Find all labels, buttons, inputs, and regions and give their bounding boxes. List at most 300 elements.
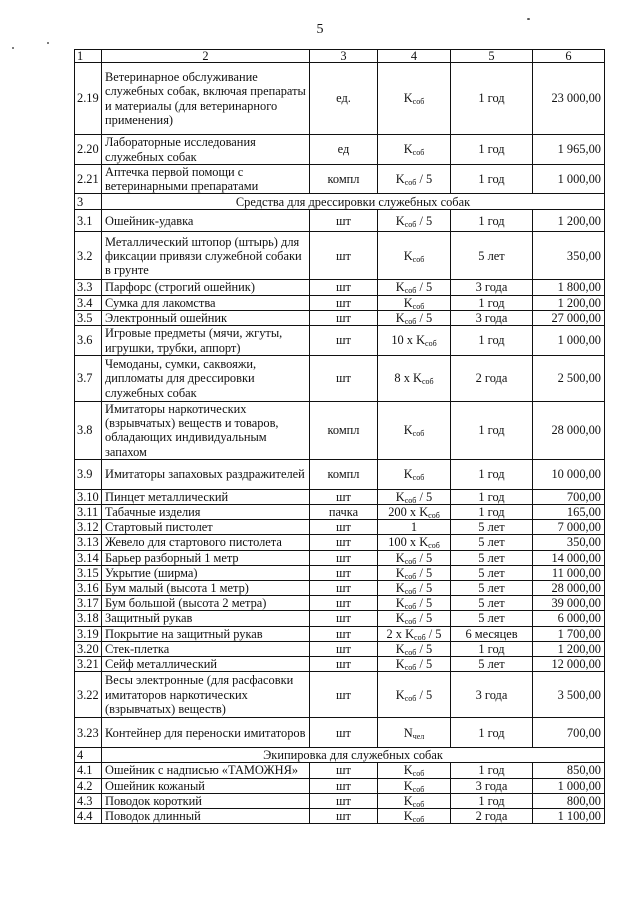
row-number: 3.19 xyxy=(75,626,102,641)
quantity-cell xyxy=(378,718,451,748)
price-cell: 1 200,00 xyxy=(533,295,605,310)
service-life-cell: 1 год xyxy=(451,210,533,232)
service-life-cell: 1 год xyxy=(451,295,533,310)
item-name: Имитаторы наркотических (взрывчатых) веществ и товаров, обладающих индивидуальным запахом xyxy=(102,402,310,460)
quantity-subscript: соб xyxy=(414,632,426,642)
row-number: 4.4 xyxy=(75,809,102,824)
quantity-cell xyxy=(378,581,451,596)
price-cell: 1 000,00 xyxy=(533,326,605,356)
quantity-cell xyxy=(378,489,451,504)
quantity-text: 200 x K xyxy=(388,505,429,520)
quantity-subscript: чел xyxy=(412,731,425,741)
service-life-cell: 5 лет xyxy=(451,611,533,626)
item-name: Поводок длинный xyxy=(102,809,310,824)
quantity-divisor: / 5 xyxy=(416,172,433,187)
item-name: Стартовый пистолет xyxy=(102,520,310,535)
norms-table xyxy=(74,49,605,824)
quantity-subscript: соб xyxy=(404,556,417,566)
row-number: 3.14 xyxy=(75,550,102,565)
quantity-text: K xyxy=(395,489,405,504)
quantity-subscript: соб xyxy=(421,377,434,387)
row-number: 4.3 xyxy=(75,793,102,808)
service-life-cell: 1 год xyxy=(451,641,533,656)
service-life-cell: 1 год xyxy=(451,326,533,356)
quantity-text: K xyxy=(403,778,413,793)
table-row xyxy=(75,210,605,232)
quantity-subscript: соб xyxy=(404,571,417,581)
section-title: Средства для дрессировки служебных собак xyxy=(102,194,605,210)
quantity-subscript: соб xyxy=(425,339,437,349)
row-number: 3.16 xyxy=(75,581,102,596)
section-number: 4 xyxy=(75,748,102,763)
quantity-subscript: соб xyxy=(428,511,440,520)
unit-cell: пачка xyxy=(310,505,378,520)
service-life-cell: 3 года xyxy=(451,672,533,718)
service-life-cell: 1 год xyxy=(451,793,533,808)
item-name: Парфорс (строгий ошейник) xyxy=(102,280,310,295)
service-life-cell: 5 лет xyxy=(451,596,533,611)
item-name: Сумка для лакомства xyxy=(102,295,310,310)
row-number: 4.2 xyxy=(75,778,102,793)
table-row xyxy=(75,165,605,194)
price-cell: 6 000,00 xyxy=(533,611,605,626)
quantity-text: K xyxy=(395,596,405,611)
item-name: Имитаторы запаховых раздражителей xyxy=(102,459,310,489)
quantity-divisor: / 5 xyxy=(416,550,433,565)
unit-cell: шт xyxy=(310,626,378,641)
quantity-cell xyxy=(378,809,451,824)
table-row xyxy=(75,581,605,596)
header-row xyxy=(75,50,605,63)
unit-cell: шт xyxy=(310,672,378,718)
quantity-text: 8 x K xyxy=(394,371,422,386)
quantity-subscript: соб xyxy=(412,429,425,439)
quantity-divisor: / 5 xyxy=(416,565,433,580)
quantity-cell xyxy=(378,565,451,580)
item-name: Металлический штопор (штырь) для фиксации привязи служебной собаки в грунте xyxy=(102,232,310,280)
quantity-cell xyxy=(378,641,451,656)
row-number: 3.20 xyxy=(75,641,102,656)
price-cell: 1 100,00 xyxy=(533,809,605,824)
table-row xyxy=(75,626,605,641)
quantity-cell xyxy=(378,295,451,310)
row-number: 3.22 xyxy=(75,672,102,718)
unit-cell: шт xyxy=(310,356,378,402)
table-row xyxy=(75,326,605,356)
quantity-subscript: соб xyxy=(404,617,417,627)
service-life-cell: 3 года xyxy=(451,310,533,325)
unit-cell: шт xyxy=(310,535,378,550)
quantity-text: 100 x K xyxy=(388,535,429,550)
quantity-divisor: / 5 xyxy=(416,611,433,626)
quantity-subscript: соб xyxy=(412,769,425,779)
scan-speck xyxy=(12,47,14,49)
table-row xyxy=(75,535,605,550)
service-life-cell: 1 год xyxy=(451,718,533,748)
quantity-cell xyxy=(378,402,451,460)
quantity-cell xyxy=(378,763,451,778)
unit-cell: шт xyxy=(310,565,378,580)
table-row xyxy=(75,459,605,489)
unit-cell: шт xyxy=(310,763,378,778)
quantity-subscript: соб xyxy=(404,693,417,703)
price-cell: 14 000,00 xyxy=(533,550,605,565)
quantity-cell xyxy=(378,672,451,718)
header-cell: 6 xyxy=(533,50,605,63)
header-cell: 4 xyxy=(378,50,451,63)
quantity-cell xyxy=(378,210,451,232)
quantity-text: K xyxy=(403,91,413,106)
table-row xyxy=(75,505,605,520)
quantity-subscript: соб xyxy=(412,799,425,809)
quantity-text: K xyxy=(395,213,405,228)
scan-speck xyxy=(527,18,530,20)
price-cell: 1 000,00 xyxy=(533,778,605,793)
price-cell: 28 000,00 xyxy=(533,581,605,596)
table-row xyxy=(75,310,605,325)
price-cell: 12 000,00 xyxy=(533,657,605,672)
unit-cell: компл xyxy=(310,402,378,460)
table-row xyxy=(75,672,605,718)
unit-cell: шт xyxy=(310,581,378,596)
quantity-cell xyxy=(378,657,451,672)
price-cell: 7 000,00 xyxy=(533,520,605,535)
service-life-cell: 1 год xyxy=(451,459,533,489)
item-name: Поводок короткий xyxy=(102,793,310,808)
quantity-text: K xyxy=(403,142,413,157)
quantity-text: K xyxy=(403,793,413,808)
section-number: 3 xyxy=(75,194,102,210)
service-life-cell: 1 год xyxy=(451,135,533,165)
unit-cell: шт xyxy=(310,326,378,356)
row-number: 3.7 xyxy=(75,356,102,402)
row-number: 4.1 xyxy=(75,763,102,778)
quantity-cell xyxy=(378,778,451,793)
quantity-text: K xyxy=(403,295,413,310)
item-name: Бум малый (высота 1 метр) xyxy=(102,581,310,596)
unit-cell: компл xyxy=(310,165,378,194)
quantity-text: K xyxy=(403,423,413,438)
row-number: 2.19 xyxy=(75,63,102,135)
price-cell: 27 000,00 xyxy=(533,310,605,325)
quantity-subscript: соб xyxy=(412,254,425,264)
table-row xyxy=(75,611,605,626)
page-number: 5 xyxy=(316,22,324,37)
table-row xyxy=(75,809,605,824)
quantity-cell xyxy=(378,626,451,641)
row-number: 3.18 xyxy=(75,611,102,626)
quantity-cell xyxy=(378,165,451,194)
table-row xyxy=(75,596,605,611)
section-title: Экипировка для служебных собак xyxy=(102,748,605,763)
row-number: 3.1 xyxy=(75,210,102,232)
quantity-text: K xyxy=(403,467,413,482)
quantity-subscript: соб xyxy=(404,602,417,611)
quantity-divisor: / 5 xyxy=(416,213,433,228)
unit-cell: шт xyxy=(310,210,378,232)
quantity-cell xyxy=(378,63,451,135)
quantity-subscript: соб xyxy=(428,541,440,551)
scan-speck xyxy=(47,42,49,44)
item-name: Контейнер для переноски имитаторов xyxy=(102,718,310,748)
table-row xyxy=(75,63,605,135)
service-life-cell: 1 год xyxy=(451,63,533,135)
table-row xyxy=(75,135,605,165)
row-number: 3.2 xyxy=(75,232,102,280)
quantity-cell xyxy=(378,611,451,626)
item-name: Чемоданы, сумки, саквояжи, дипломаты для дрессировки служебных собак xyxy=(102,356,310,402)
service-life-cell: 1 год xyxy=(451,402,533,460)
quantity-text: K xyxy=(395,687,405,702)
unit-cell: шт xyxy=(310,520,378,535)
item-name: Электронный ошейник xyxy=(102,310,310,325)
service-life-cell: 5 лет xyxy=(451,232,533,280)
header-cell: 2 xyxy=(102,50,310,63)
quantity-divisor: / 5 xyxy=(416,489,433,504)
item-name: Табачные изделия xyxy=(102,505,310,520)
price-cell: 700,00 xyxy=(533,718,605,748)
item-name: Покрытие на защитный рукав xyxy=(102,626,310,641)
price-cell: 700,00 xyxy=(533,489,605,504)
price-cell: 1 200,00 xyxy=(533,641,605,656)
quantity-text: K xyxy=(395,280,405,295)
quantity-cell xyxy=(378,326,451,356)
row-number: 2.20 xyxy=(75,135,102,165)
service-life-cell: 1 год xyxy=(451,505,533,520)
row-number: 3.15 xyxy=(75,565,102,580)
quantity-divisor: / 5 xyxy=(416,657,433,672)
quantity-cell xyxy=(378,793,451,808)
price-cell: 1 200,00 xyxy=(533,210,605,232)
quantity-cell xyxy=(378,550,451,565)
row-number: 3.6 xyxy=(75,326,102,356)
row-number: 3.23 xyxy=(75,718,102,748)
service-life-cell: 2 года xyxy=(451,356,533,402)
row-number: 3.3 xyxy=(75,280,102,295)
item-name: Защитный рукав xyxy=(102,611,310,626)
quantity-subscript: соб xyxy=(412,148,425,158)
table-row xyxy=(75,520,605,535)
quantity-cell xyxy=(378,596,451,611)
quantity-cell xyxy=(378,505,451,520)
quantity-text: K xyxy=(403,809,413,824)
unit-cell: шт xyxy=(310,657,378,672)
quantity-divisor: / 5 xyxy=(425,626,442,641)
table-row xyxy=(75,280,605,295)
row-number: 3.5 xyxy=(75,310,102,325)
quantity-cell xyxy=(378,232,451,280)
unit-cell: компл xyxy=(310,459,378,489)
quantity-cell xyxy=(378,135,451,165)
service-life-cell: 5 лет xyxy=(451,520,533,535)
quantity-subscript: соб xyxy=(412,301,425,311)
quantity-text: K xyxy=(395,641,405,656)
service-life-cell: 1 год xyxy=(451,489,533,504)
service-life-cell: 5 лет xyxy=(451,550,533,565)
quantity-text: K xyxy=(395,611,405,626)
quantity-subscript: соб xyxy=(404,495,417,505)
table-row xyxy=(75,793,605,808)
quantity-cell xyxy=(378,356,451,402)
row-number: 3.13 xyxy=(75,535,102,550)
quantity-subscript: соб xyxy=(404,286,417,296)
price-cell: 1 800,00 xyxy=(533,280,605,295)
unit-cell: шт xyxy=(310,232,378,280)
unit-cell: шт xyxy=(310,295,378,310)
quantity-subscript: соб xyxy=(404,587,417,596)
price-cell: 1 700,00 xyxy=(533,626,605,641)
item-name: Лабораторные исследования служебных собак xyxy=(102,135,310,165)
quantity-cell xyxy=(378,520,451,535)
quantity-cell xyxy=(378,280,451,295)
item-name: Сейф металлический xyxy=(102,657,310,672)
unit-cell: шт xyxy=(310,641,378,656)
item-name: Жевело для стартового пистолета xyxy=(102,535,310,550)
price-cell: 850,00 xyxy=(533,763,605,778)
table-row xyxy=(75,550,605,565)
quantity-text: K xyxy=(395,550,405,565)
service-life-cell: 2 года xyxy=(451,809,533,824)
unit-cell: шт xyxy=(310,596,378,611)
header-cell: 1 xyxy=(75,50,102,63)
quantity-text: K xyxy=(403,248,413,263)
quantity-subscript: соб xyxy=(412,815,425,824)
table-row xyxy=(75,657,605,672)
quantity-text: N xyxy=(403,725,413,740)
service-life-cell: 5 лет xyxy=(451,535,533,550)
quantity-text: K xyxy=(395,581,405,596)
quantity-subscript: соб xyxy=(404,178,417,188)
service-life-cell: 5 лет xyxy=(451,657,533,672)
row-number: 3.12 xyxy=(75,520,102,535)
unit-cell: шт xyxy=(310,489,378,504)
quantity-subscript: соб xyxy=(412,97,425,107)
service-life-cell: 3 года xyxy=(451,280,533,295)
item-name: Игровые предметы (мячи, жгуты, игрушки, трубки, аппорт) xyxy=(102,326,310,356)
table-row xyxy=(75,565,605,580)
service-life-cell: 1 год xyxy=(451,763,533,778)
quantity-divisor: / 5 xyxy=(416,687,433,702)
unit-cell: ед xyxy=(310,135,378,165)
item-name: Ветеринарное обслуживание служебных собак, включая препараты и материалы (для ветеринарного применения) xyxy=(102,63,310,135)
quantity-text: K xyxy=(395,657,405,672)
table-row xyxy=(75,232,605,280)
header-cell: 3 xyxy=(310,50,378,63)
table-row xyxy=(75,778,605,793)
row-number: 3.21 xyxy=(75,657,102,672)
service-life-cell: 3 года xyxy=(451,778,533,793)
unit-cell: шт xyxy=(310,778,378,793)
quantity-text: K xyxy=(403,763,413,778)
service-life-cell: 5 лет xyxy=(451,581,533,596)
service-life-cell: 1 год xyxy=(451,165,533,194)
item-name: Бум большой (высота 2 метра) xyxy=(102,596,310,611)
price-cell: 800,00 xyxy=(533,793,605,808)
service-life-cell: 6 месяцев xyxy=(451,626,533,641)
quantity-divisor: / 5 xyxy=(416,596,433,611)
row-number: 3.17 xyxy=(75,596,102,611)
quantity-subscript: соб xyxy=(404,219,417,229)
price-cell: 39 000,00 xyxy=(533,596,605,611)
price-cell: 350,00 xyxy=(533,535,605,550)
quantity-subscript: соб xyxy=(404,663,417,672)
quantity-divisor: / 5 xyxy=(416,280,433,295)
item-name: Укрытие (ширма) xyxy=(102,565,310,580)
item-name: Барьер разборный 1 метр xyxy=(102,550,310,565)
quantity-cell xyxy=(378,459,451,489)
item-name: Ошейник-удавка xyxy=(102,210,310,232)
unit-cell: шт xyxy=(310,280,378,295)
section-row xyxy=(75,748,605,763)
table-row xyxy=(75,641,605,656)
price-cell: 1 965,00 xyxy=(533,135,605,165)
row-number: 3.9 xyxy=(75,459,102,489)
quantity-divisor: / 5 xyxy=(416,581,433,596)
table-row xyxy=(75,489,605,504)
table-row xyxy=(75,402,605,460)
quantity-cell xyxy=(378,535,451,550)
table-row xyxy=(75,718,605,748)
quantity-text: 10 x K xyxy=(391,333,426,348)
quantity-subscript: соб xyxy=(412,784,425,794)
unit-cell: шт xyxy=(310,550,378,565)
row-number: 3.11 xyxy=(75,505,102,520)
price-cell: 28 000,00 xyxy=(533,402,605,460)
quantity-text: K xyxy=(395,310,405,325)
header-cell: 5 xyxy=(451,50,533,63)
section-row xyxy=(75,194,605,210)
price-cell: 165,00 xyxy=(533,505,605,520)
price-cell: 350,00 xyxy=(533,232,605,280)
quantity-subscript: соб xyxy=(404,647,417,657)
quantity-cell xyxy=(378,310,451,325)
item-name: Пинцет металлический xyxy=(102,489,310,504)
quantity-subscript: соб xyxy=(404,316,417,326)
quantity-text: 2 x K xyxy=(386,626,415,641)
price-cell: 1 000,00 xyxy=(533,165,605,194)
table-row xyxy=(75,295,605,310)
table-row xyxy=(75,763,605,778)
item-name: Стек-плетка xyxy=(102,641,310,656)
quantity-subscript: соб xyxy=(412,473,425,483)
price-cell: 2 500,00 xyxy=(533,356,605,402)
unit-cell: шт xyxy=(310,809,378,824)
unit-cell: шт xyxy=(310,793,378,808)
row-number: 3.8 xyxy=(75,402,102,460)
quantity-text: K xyxy=(395,172,405,187)
item-name: Ошейник кожаный xyxy=(102,778,310,793)
unit-cell: шт xyxy=(310,310,378,325)
row-number: 2.21 xyxy=(75,165,102,194)
quantity-text: 1 xyxy=(410,520,418,535)
quantity-text: K xyxy=(395,565,405,580)
unit-cell: шт xyxy=(310,718,378,748)
table-row xyxy=(75,356,605,402)
row-number: 3.4 xyxy=(75,295,102,310)
item-name: Аптечка первой помощи с ветеринарными препаратами xyxy=(102,165,310,194)
price-cell: 11 000,00 xyxy=(533,565,605,580)
item-name: Ошейник с надписью «ТАМОЖНЯ» xyxy=(102,763,310,778)
row-number: 3.10 xyxy=(75,489,102,504)
service-life-cell: 5 лет xyxy=(451,565,533,580)
item-name: Весы электронные (для расфасовки имитаторов наркотических (взрывчатых) веществ) xyxy=(102,672,310,718)
price-cell: 23 000,00 xyxy=(533,63,605,135)
unit-cell: ед. xyxy=(310,63,378,135)
quantity-divisor: / 5 xyxy=(416,641,433,656)
price-cell: 3 500,00 xyxy=(533,672,605,718)
quantity-divisor: / 5 xyxy=(416,310,433,325)
price-cell: 10 000,00 xyxy=(533,459,605,489)
